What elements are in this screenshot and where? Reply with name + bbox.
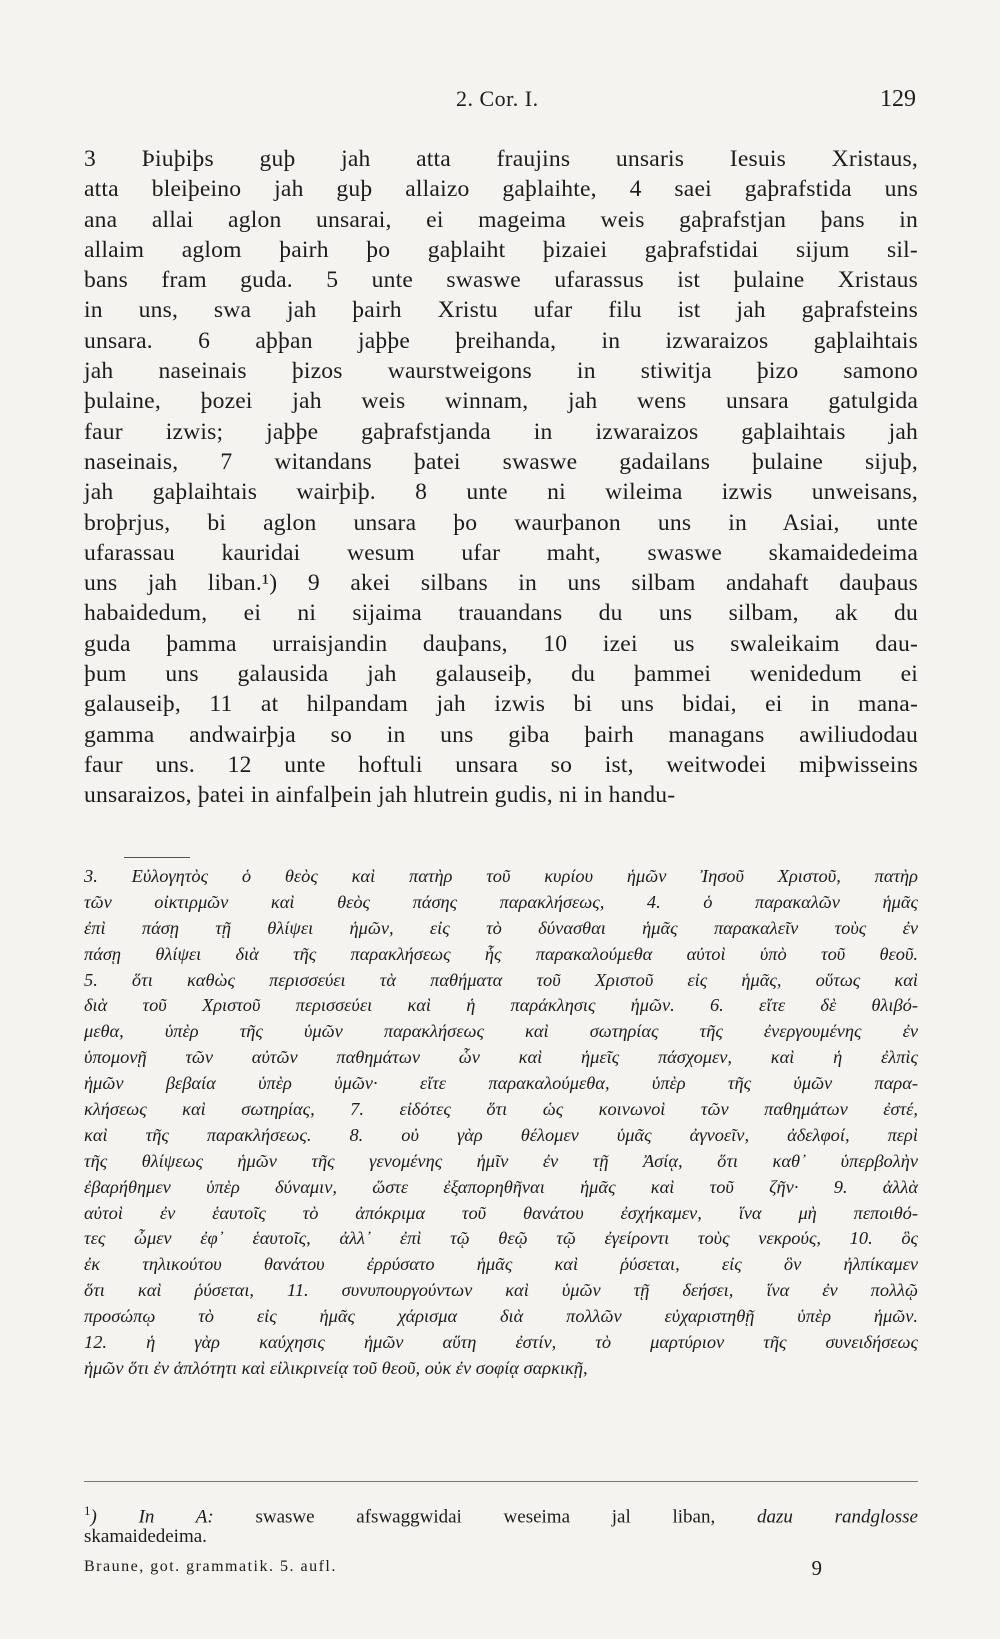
printer-signature xyxy=(84,1558,918,1586)
greek-text-line: ὑπομονῇ τῶν αὐτῶν παθημάτων ὧν καὶ ἡμεῖς πάσχομεν, καὶ ἡ ἐλπὶς xyxy=(84,1047,918,1068)
footnote-note: dazu randglosse xyxy=(756,1506,918,1528)
gothic-text-line: allaim aglom þairh þo gaþlaiht þizaiei gaþrafstidai sijum sil- xyxy=(84,236,918,263)
gothic-text-line: faur uns. 12 unte hoftuli unsara so ist, weitwodei miþwisseins xyxy=(84,751,918,778)
greek-text-line: πάσῃ θλίψει διὰ τῆς παρακλήσεως ἧς παρακαλούμεθα αὐτοὶ ὑπὸ τοῦ θεοῦ. xyxy=(84,943,918,964)
running-head xyxy=(0,86,1000,120)
gothic-text-line: broþrjus, bi aglon unsara þo waurþanon uns in Asiai, unte xyxy=(84,509,918,536)
gothic-text-line: þulaine, þozei jah weis winnam, jah wens unsara gatulgida xyxy=(84,388,918,415)
gothic-text-line: gamma andwairþja so in uns giba þairh managans awiliudodau xyxy=(84,721,918,748)
chapter-reference: 2. Cor. I. xyxy=(456,86,539,111)
page-number: 129 xyxy=(880,86,916,112)
gothic-text-line: galauseiþ, 11 at hilpandam jah izwis bi uns bidai, ei in mana- xyxy=(84,691,918,718)
gothic-text-line: in uns, swa jah þairh Xristu ufar filu ist jah gaþrafsteins xyxy=(84,297,918,324)
footnote-marker: 1 xyxy=(84,1503,91,1518)
footnote-source: ) In A: xyxy=(90,1506,214,1528)
gothic-text-line: habaidedum, ei ni sijaima trauandans du uns silbam, ak du xyxy=(84,600,918,627)
gothic-text-line: ufarassau kauridai wesum ufar maht, swaswe skamaidedeima xyxy=(84,539,918,566)
greek-text-block xyxy=(84,864,918,1382)
short-divider xyxy=(124,857,190,858)
gothic-text-line: jah gaþlaihtais wairþiþ. 8 unte ni wileima izwis unweisans, xyxy=(84,479,918,506)
gothic-text-line: faur izwis; jaþþe gaþrafstjanda in izwaraizos gaþlaihtais jah xyxy=(84,418,918,445)
greek-text-line: τῆς θλίψεως ἡμῶν τῆς γενομένης ἡμῖν ἐν τῇ Ἀσίᾳ, ὅτι καθ᾽ ὑπερβολὴν xyxy=(84,1150,918,1171)
gothic-text-line: ana allai aglon unsarai, ei mageima weis gaþrafstjan þans in xyxy=(84,206,918,233)
gothic-text-line: unsaraizos, þatei in ainfalþein jah hlutrein gudis, ni in handu- xyxy=(84,782,676,809)
greek-text-line: μεθα, ὑπὲρ τῆς ὑμῶν παρακλήσεως καὶ σωτηρίας τῆς ἐνεργουμένης ἐν xyxy=(84,1021,918,1042)
greek-text-line: ἐβαρήθημεν ὑπὲρ δύναμιν, ὥστε ἐξαπορηθῆναι ἡμᾶς καὶ τοῦ ζῆν· 9. ἀλλὰ xyxy=(84,1176,918,1197)
greek-text-line: 12. ἡ γὰρ καύχησις ἡμῶν αὕτη ἐστίν, τὸ μαρτύριον τῆς συνειδήσεως xyxy=(84,1332,918,1353)
footnote-divider xyxy=(84,1481,918,1482)
greek-text-line: ἐπὶ πάσῃ τῇ θλίψει ἡμῶν, εἰς τὸ δύνασθαι ἡμᾶς παρακαλεῖν τοὺς ἐν xyxy=(84,917,918,938)
gothic-text-line: guda þamma urraisjandin dauþans, 10 izei us swaleikaim dau- xyxy=(84,630,918,657)
greek-text-line: 3. Εὐλογητὸς ὁ θεὸς καὶ πατὴρ τοῦ κυρίου ἡμῶν Ἰησοῦ Χριστοῦ, πατὴρ xyxy=(84,866,918,886)
gothic-text-line: uns jah liban.¹) 9 akei silbans in uns silbam andahaft dauþaus xyxy=(84,570,918,597)
greek-text-line: ἡμῶν βεβαία ὑπὲρ ὑμῶν· εἴτε παρακαλούμεθα, ὑπὲρ τῆς ὑμῶν παρα- xyxy=(84,1073,918,1094)
gothic-text-block xyxy=(84,144,918,811)
gothic-text-line: unsara. 6 aþþan jaþþe þreihanda, in izwaraizos gaþlaihtais xyxy=(84,327,918,354)
gothic-text-line: jah naseinais þizos waurstweigons in stiwitja þizo samono xyxy=(84,358,918,385)
footnote-line xyxy=(84,1498,918,1528)
gothic-text-line: atta bleiþeino jah guþ allaizo gaþlaihte, 4 saei gaþrafstida uns xyxy=(84,176,918,203)
greek-text-line: τῶν οἰκτιρμῶν καὶ θεὸς πάσης παρακλήσεως, 4. ὁ παρακαλῶν ἡμᾶς xyxy=(84,891,918,912)
gothic-text-line: 3 Þiuþiþs guþ jah atta fraujins unsaris Iesuis Xristaus, xyxy=(84,146,918,172)
signature-text: Braune, got. grammatik. 5. aufl. xyxy=(84,1558,337,1575)
greek-text-line: ἐκ τηλικούτου θανάτου ἐρρύσατο ἡμᾶς καὶ ῥύσεται, εἰς ὃν ἠλπίκαμεν xyxy=(84,1254,918,1275)
greek-text-line: ἡμῶν ὅτι ἐν ἁπλότητι καὶ εἰλικρινείᾳ τοῦ θεοῦ, οὐκ ἐν σοφίᾳ σαρκικῇ, xyxy=(84,1357,588,1378)
greek-text-line: προσώπῳ τὸ εἰς ἡμᾶς χάρισμα διὰ πολλῶν εὐχαριστηθῇ ὑπὲρ ἡμῶν. xyxy=(84,1306,918,1327)
gothic-text-line: naseinais, 7 witandans þatei swaswe gadailans þulaine sijuþ, xyxy=(84,448,918,475)
footnote xyxy=(84,1498,918,1550)
gothic-text-line: bans fram guda. 5 unte swaswe ufarassus ist þulaine Xristaus xyxy=(84,267,918,294)
greek-text-line: κλήσεως καὶ σωτηρίας, 7. εἰδότες ὅτι ὡς κοινωνοὶ τῶν παθημάτων ἐστέ, xyxy=(84,1099,918,1120)
footnote-line: skamaidedeima. xyxy=(84,1526,207,1547)
greek-text-line: διὰ τοῦ Χριστοῦ περισσεύει καὶ ἡ παράκλησις ἡμῶν. 6. εἴτε δὲ θλιβό- xyxy=(84,995,918,1016)
gothic-text-line: þum uns galausida jah galauseiþ, du þammei wenidedum ei xyxy=(84,661,918,688)
greek-text-line: 5. ὅτι καθὼς περισσεύει τὰ παθήματα τοῦ Χριστοῦ εἰς ἡμᾶς, οὕτως καὶ xyxy=(84,969,918,990)
signature-number: 9 xyxy=(811,1556,822,1580)
footnote-text: swaswe afswaggwidai weseima jal liban, xyxy=(213,1506,757,1528)
greek-text-line: καὶ τῆς παρακλήσεως. 8. οὐ γὰρ θέλομεν ὑμᾶς ἀγνοεῖν, ἀδελφοί, περὶ xyxy=(84,1124,918,1145)
greek-text-line: αὐτοὶ ἐν ἑαυτοῖς τὸ ἀπόκριμα τοῦ θανάτου ἐσχήκαμεν, ἵνα μὴ πεποιθό- xyxy=(84,1202,918,1223)
greek-text-line: τες ὦμεν ἐφ᾽ ἑαυτοῖς, ἀλλ᾽ ἐπὶ τῷ θεῷ τῷ ἐγείροντι τοὺς νεκρούς, 10. ὃς xyxy=(84,1228,918,1249)
greek-text-line: ὅτι καὶ ῥύσεται, 11. συνυπουργούντων καὶ ὑμῶν τῇ δεήσει, ἵνα ἐν πολλῷ xyxy=(84,1280,918,1301)
